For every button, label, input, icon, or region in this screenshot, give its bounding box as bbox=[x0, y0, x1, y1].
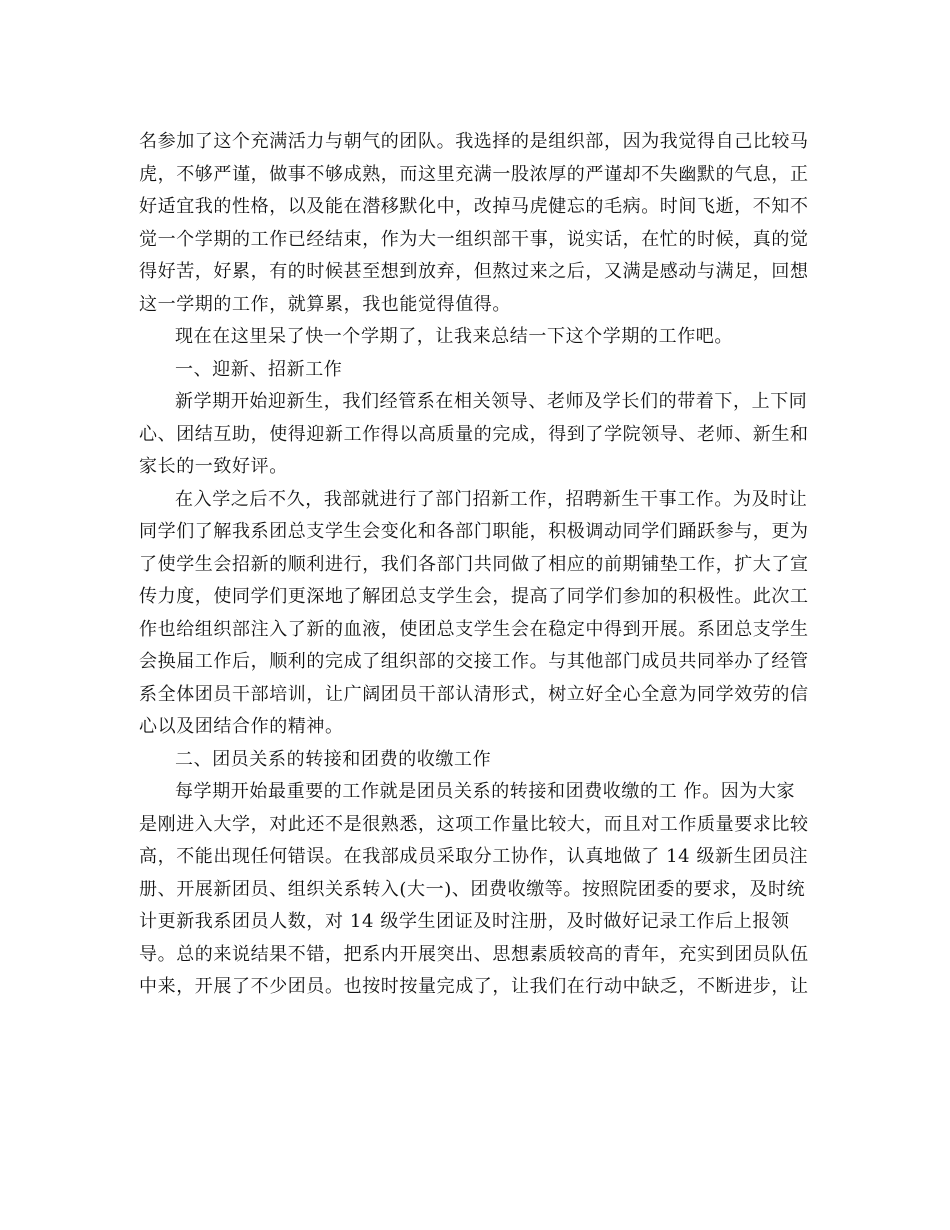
text-line: 是刚进入大学，对此还不是很熟悉，这项工作量比较大，而且对工作质量要求比较 bbox=[139, 813, 809, 835]
text-line: 册、开展新团员、组织关系转入(大一)、团费收缴等。按照院团委的要求，及时统 bbox=[139, 878, 806, 900]
text-line: 好适宜我的性格，以及能在潜移默化中，改掉马虎健忘的毛病。时间飞逝，不知不 bbox=[139, 196, 809, 217]
text-line: 心以及团结合作的精神。 bbox=[139, 716, 344, 737]
text-line: 虎，不够严谨，做事不够成熟，而这里充满一股浓厚的严谨却不失幽默的气息，正 bbox=[139, 163, 809, 185]
text-line: 了使学生会招新的顺利进行，我们各部门共同做了相应的前期铺垫工作，扩大了宣 bbox=[139, 553, 809, 575]
paragraph-first-line: 现在在这里呆了快一个学期了，让我来总结一下这个学期的工作吧。 bbox=[175, 326, 733, 347]
text-line: 作也给组织部注入了新的血液，使团总支学生会在稳定中得到开展。系团总支学生 bbox=[139, 618, 809, 640]
document-body bbox=[139, 126, 813, 1004]
text-line: 得好苦，好累，有的时候甚至想到放弃，但熬过来之后，又满是感动与满足，回想 bbox=[139, 261, 809, 282]
text-line: 中来，开展了不少团员。也按时按量完成了，让我们在行动中缺乏，不断进步，让 bbox=[139, 976, 809, 997]
text-line: 觉一个学期的工作已经结束，作为大一组织部干事，说实话，在忙的时候，真的觉 bbox=[139, 228, 809, 250]
text-line: 导。总的来说结果不错，把系内开展突出、思想素质较高的青年，充实到团员队伍 bbox=[139, 943, 809, 965]
text-line: 家长的一致好评。 bbox=[139, 456, 288, 477]
text-line: 系全体团员干部培训，让广阔团员干部认清形式，树立好全心全意为同学效劳的信 bbox=[139, 683, 809, 705]
text-line: 传力度，使同学们更深地了解团总支学生会，提高了同学们参加的积极性。此次工 bbox=[139, 586, 809, 607]
paragraph-first-line: 在入学之后不久，我部就进行了部门招新工作，招聘新生干事工作。为及时让 bbox=[175, 488, 808, 510]
text-line: 计更新我系团员人数，对 14 级学生团证及时注册，及时做好记录工作后上报领 bbox=[139, 911, 790, 932]
text-line: 同学们了解我系团总支学生会变化和各部门职能，积极调动同学们踊跃参与，更为 bbox=[139, 521, 809, 542]
text-line: 心、团结互助，使得迎新工作得以高质量的完成，得到了学院领导、老师、新生和 bbox=[139, 423, 809, 445]
text-line: 高，不能出现任何错误。在我部成员采取分工协作，认真地做了 14 级新生团员注 bbox=[139, 846, 809, 867]
text-line: 名参加了这个充满活力与朝气的团队。我选择的是组织部，因为我觉得自己比较马 bbox=[139, 131, 809, 152]
paragraph-first-line: 新学期开始迎新生，我们经管系在相关领导、老师及学长们的带着下，上下同 bbox=[175, 391, 808, 412]
paragraph-first-line: 每学期开始最重要的工作就是团员关系的转接和团费收缴的工 作。因为大家 bbox=[175, 781, 796, 802]
text-line: 会换届工作后，顺利的完成了组织部的交接工作。与其他部门成员共同举办了经管 bbox=[139, 651, 809, 672]
text-line: 这一学期的工作，就算累，我也能觉得值得。 bbox=[139, 293, 511, 315]
section-heading: 二、团员关系的转接和团费的收缴工作 bbox=[175, 748, 492, 770]
section-heading: 一、迎新、招新工作 bbox=[175, 358, 343, 380]
